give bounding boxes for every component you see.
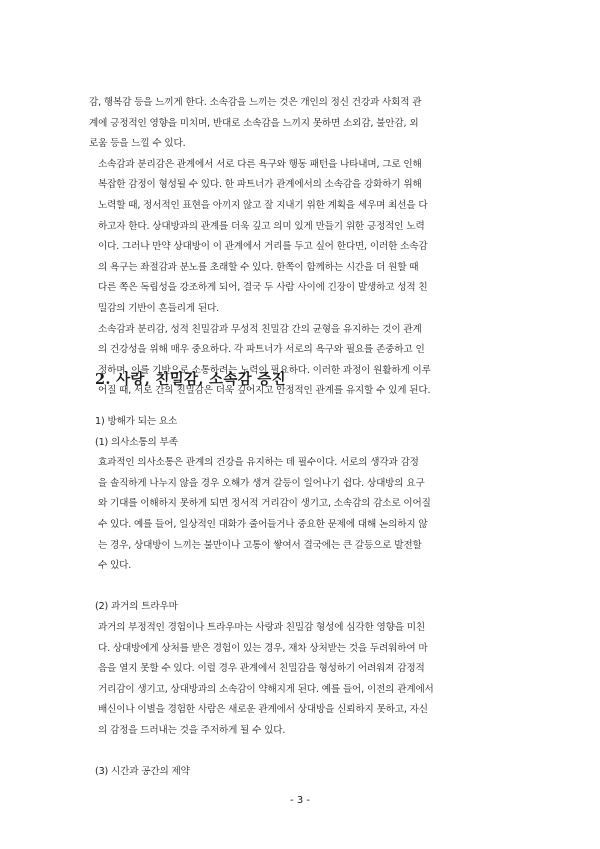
text-line: 정하며, 이를 기반으로 소통하려는 노력이 필요하다. 이러한 과정이 원활하게 이루 bbox=[98, 364, 431, 376]
text-line: 수 있다. 예를 들어, 일상적인 대화가 줄어들거나 중요한 문제에 대해 논의하지 않 bbox=[98, 518, 428, 530]
paragraph bbox=[89, 618, 516, 742]
paragraph bbox=[89, 320, 516, 402]
text-line: 는 경우, 상대방이 느끼는 불만이나 고통이 쌓여서 결국에는 큰 갈등으로 발전할 bbox=[98, 539, 422, 551]
text-line: 소속감과 분리감, 성적 친밀감과 무성적 친밀감 간의 균형을 유지하는 것이 관계 bbox=[98, 323, 422, 335]
spacer bbox=[89, 577, 516, 598]
item-title: (1) 의사소통의 부족 bbox=[95, 436, 178, 448]
text-line: 로움 등을 느낄 수 있다. bbox=[89, 138, 186, 150]
text-line: 수 있다. bbox=[98, 560, 132, 572]
text-line: 을 솔직하게 나누지 않을 경우 오해가 생겨 갈등이 일어나기 쉽다. 상대방의 요구 bbox=[98, 477, 425, 489]
text-line: 음을 열지 못할 수 있다. 이럴 경우 관계에서 친밀감을 형성하기 어려워져 감정적 bbox=[98, 663, 425, 675]
text-line: 이다. 그러나 만약 상대방이 이 관계에서 거리를 두고 싶어 한다면, 이러한 소속감 bbox=[98, 241, 428, 253]
text-line: 배신이나 이별을 경험한 사람은 새로운 관계에서 상대방을 신뢰하지 못하고, 자신 bbox=[98, 704, 428, 716]
paragraph bbox=[89, 155, 516, 320]
text-line: 의 건강성을 위해 매우 중요하다. 각 파트너가 서로의 욕구와 필요를 존중하고 인 bbox=[98, 344, 425, 356]
intro-text-block bbox=[89, 93, 516, 402]
subsection-title: 1) 방해가 되는 요소 bbox=[95, 416, 178, 427]
text-line: 다른 쪽은 독립성을 강조하게 되어, 결국 두 사람 사이에 긴장이 발생하고 성적 친 bbox=[98, 282, 428, 294]
text-line: 감, 행복감 등을 느끼게 한다. 소속감을 느끼는 것은 개인의 정신 건강과 사회적 관 bbox=[89, 97, 422, 108]
text-line: 소속감과 분리감은 관계에서 서로 다른 욕구와 행동 패턴을 나타내며, 그로 인해 bbox=[98, 158, 422, 170]
text-line: 복잡한 감정이 형성될 수 있다. 한 파트너가 관계에서의 소속감을 강화하기 위해 bbox=[98, 179, 422, 191]
text-line: 과거의 부정적인 경험이나 트라우마는 사랑과 친밀감 형성에 심각한 영향을 미친 bbox=[98, 621, 425, 633]
section-body bbox=[89, 412, 516, 783]
paragraph bbox=[89, 453, 516, 577]
text-line: 어질 때, 서로 간의 친밀감은 더욱 깊어지고 안정적인 관계를 유지할 수 있게 된다. bbox=[98, 385, 431, 397]
paragraph bbox=[89, 93, 516, 155]
text-line: 노력할 때, 정서적인 표현을 아끼지 않고 잘 지내기 위한 계획을 세우며 최선을 다 bbox=[98, 199, 428, 211]
text-line: 효과적인 의사소통은 관계의 건강을 유지하는 데 필수이다. 서로의 생각과 감정 bbox=[98, 457, 419, 469]
text-line: 하고자 한다. 상대방과의 관계를 더욱 깊고 의미 있게 만들기 위한 긍정적인 노력 bbox=[98, 220, 425, 232]
item-title: (3) 시간과 공간의 제약 bbox=[95, 766, 190, 778]
spacer bbox=[89, 742, 516, 763]
item-title: (2) 과거의 트라우마 bbox=[95, 601, 178, 613]
text-line: 와 기대를 이해하지 못하게 되면 정서적 거리감이 생기고, 소속감의 감소로 이어질 bbox=[98, 498, 431, 510]
text-line: 거리감이 생기고, 상대방과의 소속감이 약해지게 된다. 예를 들어, 이전의 관계에서 bbox=[98, 683, 434, 695]
section-heading: 2. 사랑, 친밀감, 소속감 증진 bbox=[95, 371, 286, 388]
text-line: 의 욕구는 좌절감과 분노를 초래할 수 있다. 한쪽이 함께하는 시간을 더 원할 때 bbox=[98, 261, 419, 273]
text-line: 다. 상대방에게 상처를 받은 경험이 있는 경우, 재차 상처받는 것을 두려워하여 마 bbox=[98, 642, 428, 654]
page-number: - 3 - bbox=[290, 795, 310, 806]
text-line: 계에 긍정적인 영향을 미치며, 반대로 소속감을 느끼지 못하면 소외감, 불안감, 외 bbox=[89, 117, 419, 129]
text-line: 밀감의 기반이 흔들리게 된다. bbox=[98, 302, 220, 314]
text-line: 의 감정을 드러내는 것을 주저하게 될 수 있다. bbox=[98, 724, 286, 736]
